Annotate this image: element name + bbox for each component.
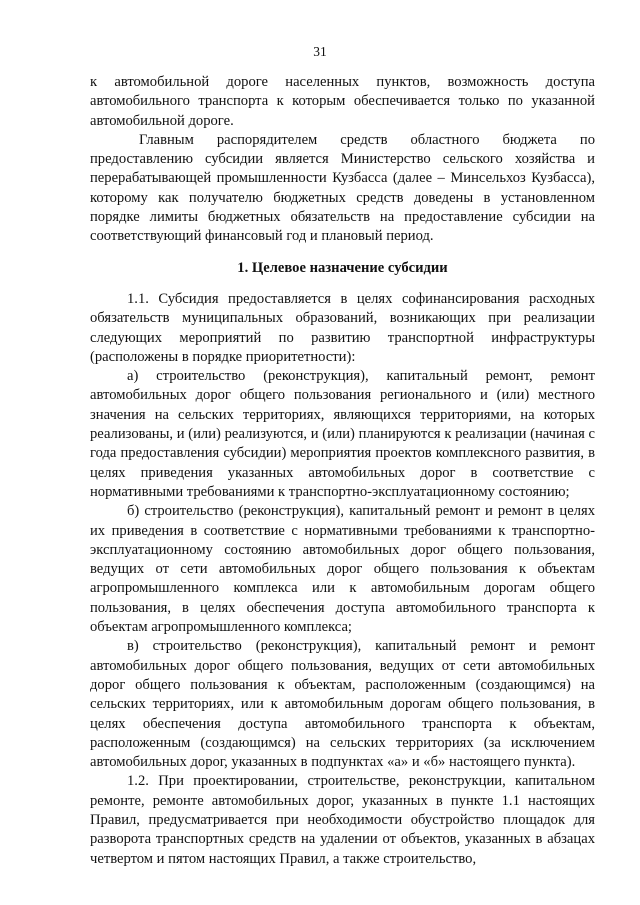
paragraph-continuation: к автомобильной дороге населенных пунктов, возможность доступа автомобильного транспорта к которым обеспечивается только по указанной автомобильной дороге. [90, 74, 595, 129]
paragraph-subitem-a: а) строительство (реконструкция), капитальный ремонт, ремонт автомобильных дорог общего пользования регионального и (или) местного значения на сельских территориях, являющихся территориями, на которых реализованы, и (или) реализуются, и (или) планируются к реализации (начиная с года предоставления субсидии) мероприятия проектов комплексного развития, в целях приведения указанных автомобильных дорог в соответствие с нормативными требованиями к транспортно-эксплуатационному состоянию; [90, 368, 595, 500]
paragraph-1-1: 1.1. Субсидия предоставляется в целях софинансирования расходных обязательств муниципальных образований, возникающих при реализации следующих мероприятий по развитию транспортной инфраструктуры (расположены в порядке приоритетности): [90, 290, 595, 365]
page-number: 31 [313, 44, 327, 59]
section-heading: 1. Целевое назначение субсидии [237, 259, 448, 276]
paragraph-1-2: 1.2. При проектировании, строительстве, реконструкции, капитальном ремонте, ремонте автомобильных дорог, указанных в пункте 1.1 настоящих Правил, предусматривается при необходимости обустройство площадок для разворота транспортных средств на удалении от объектов, указанных в абзацах четвертом и пятом настоящих Правил, а также строительство, [90, 773, 595, 867]
paragraph-subitem-b: б) строительство (реконструкция), капитальный ремонт и ремонт в целях их приведения в соответствие с нормативными требованиями к транспортно-эксплуатационному состоянию автомобильных дорог общего пользования, ведущих от сети автомобильных дорог общего пользования к объектам агропромышленного комплекса или к автомобильным дорогам общего пользования, в целях обеспечения доступа автомобильного транспорта к объектам агропромышленного комплекса; [90, 503, 595, 636]
paragraph-subitem-v: в) строительство (реконструкция), капитальный ремонт и ремонт автомобильных дорог общего пользования, ведущих от сети автомобильных дорог общего пользования к объектам, расположенным (создающимся) на сельских территориях, или к автомобильным дорогам общего пользования, в целях обеспечения доступа автомобильного транспорта к объектам, расположенным (создающимся) на сельских территориях (за исключением автомобильных дорог, указанных в подпунктах «а» и «б» настоящего пункта). [90, 638, 595, 771]
document-body [90, 73, 595, 869]
paragraph-main-distributor: Главным распорядителем средств областного бюджета по предоставлению субсидии является Министерство сельского хозяйства и перерабатывающей промышленности Кузбасса (далее – Минсельхоз Кузбасса), которому как получателю бюджетных средств доведены в установленном порядке лимиты бюджетных обязательств на предоставление субсидии на соответствующий финансовый год и плановый период. [90, 131, 595, 245]
